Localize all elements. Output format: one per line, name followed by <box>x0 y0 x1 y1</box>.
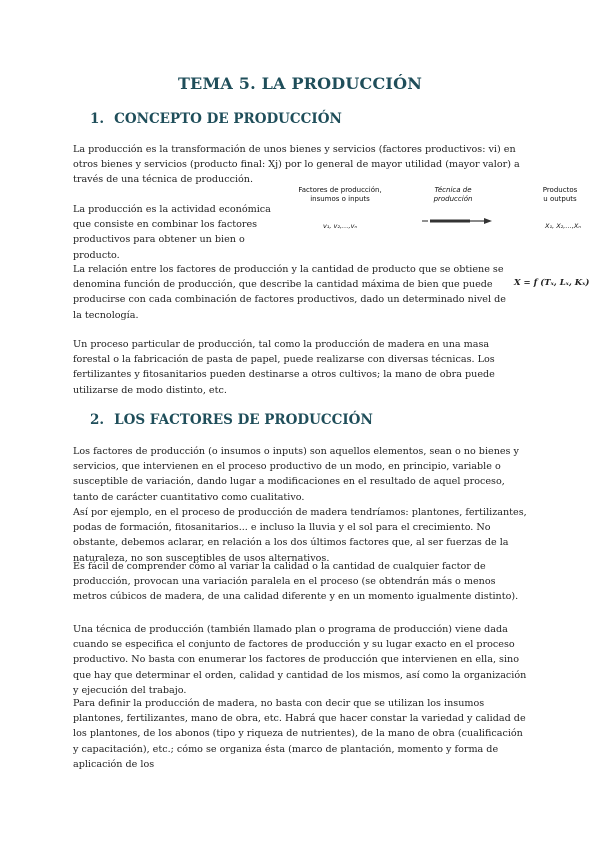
diagram-factors-label-line-2: insumos o inputs <box>310 195 370 203</box>
section-1-paragraph-1: La producción es la transformación de unos bienes y servicios (factores productivos: vi) en otros bienes y servicios (producto final: Xj) por lo general de mayor utilidad (mayor valor) a través de una técnica de producción. <box>73 144 520 186</box>
diagram-factors-variables: v₁, v₂,…,vₙ <box>322 222 358 230</box>
diagram-arrow-icon <box>422 210 492 218</box>
diagram-products-label-line-1: Productos <box>542 186 578 194</box>
diagram-factors-label-line-1: Factores de producción, <box>298 186 382 194</box>
diagram-products-label <box>530 186 590 204</box>
production-function-formula: X = f (Tₓ, Lₓ, Kₓ) <box>514 278 590 288</box>
section-2-paragraph-4: Una técnica de producción (también llamado plan o programa de producción) viene dada cuando se especifica el conjunto de factores de producción y su lugar exacto en el proceso productivo. No basta con enumerar los factores de producción que intervienen en ella, sino que hay que determinar el orden, calidad y cantidad de los mismos, así como la organización y ejecución del trabajo. <box>73 624 527 696</box>
section-2-title: LOS FACTORES DE PRODUCCIÓN <box>114 412 373 428</box>
diagram-products-label-line-2: u outputs <box>543 195 577 203</box>
section-1-title: CONCEPTO DE PRODUCCIÓN <box>114 111 342 127</box>
page-title: TEMA 5. LA PRODUCCIÓN <box>177 74 423 93</box>
section-2-heading <box>90 412 373 428</box>
section-1-heading <box>90 111 342 127</box>
section-2-paragraph-1: Los factores de producción (o insumos o inputs) son aquellos elementos, sean o no bienes y servicios, que intervienen en el proceso productivo de un modo, en principio, variable o susceptible de variación, dando lugar a modificaciones en el resultado de aquel proceso, tanto de carácter cuantitativo como cualitativo. <box>73 446 519 503</box>
section-2-paragraph-2: Así por ejemplo, en el proceso de producción de madera tendríamos: plantones, fertilizantes, podas de formación, fitosanitarios... e incluso la lluvia y el sol para el crecimiento. No obstante, debemos aclarar, en relación a los dos últimos factores que, al ser fuerzas de la naturaleza, no son susceptibles de usos alternativos. <box>73 507 527 564</box>
section-1-number: 1. <box>90 111 105 127</box>
diagram-technique-label <box>408 186 498 204</box>
diagram-factors-label <box>290 186 390 204</box>
section-2-number: 2. <box>90 412 105 428</box>
section-1-paragraph-4: Un proceso particular de producción, tal como la producción de madera en una masa forestal o la fabricación de pasta de papel, puede realizarse con diversas técnicas. Los fertilizantes y fitosanitarios pueden destinarse a otros cultivos; la mano de obra puede utilizarse de modo distinto, etc. <box>73 339 495 396</box>
section-2-paragraph-3: Es fácil de comprender cómo al variar la calidad o la cantidad de cualquier factor de producción, provocan una variación paralela en el proceso (se obtendrán más o menos metros cúbicos de madera, de una calidad diferente y en un momento igualmente distinto). <box>73 561 519 603</box>
production-diagram <box>290 186 590 236</box>
section-2-paragraph-5: Para definir la producción de madera, no basta con decir que se utilizan los insumos plantones, fertilizantes, mano de obra, etc. Habrá que hacer constar la variedad y calidad de los plantones, de los abonos (tipo y riqueza de nutrientes), de la mano de obra (cualificación y capacitación), etc.; cómo se organiza ésta (marco de plantación, momento y forma de aplicación de los <box>73 698 526 770</box>
section-1-paragraph-2: La producción es la actividad económica que consiste en combinar los factores productivos para obtener un bien o producto. <box>73 204 271 261</box>
diagram-technique-label-line-1: Técnica de <box>434 186 472 194</box>
diagram-technique-label-line-2: producción <box>433 195 473 203</box>
diagram-products-variables: X₁, X₂,…,Xₙ <box>545 222 581 230</box>
section-1-paragraph-3: La relación entre los factores de producción y la cantidad de producto que se obtiene se denomina función de producción, que describe la cantidad máxima de bien que puede producirse con cada combinación de factores productivos, dado un determinado nivel de la tecnología. <box>73 264 506 321</box>
